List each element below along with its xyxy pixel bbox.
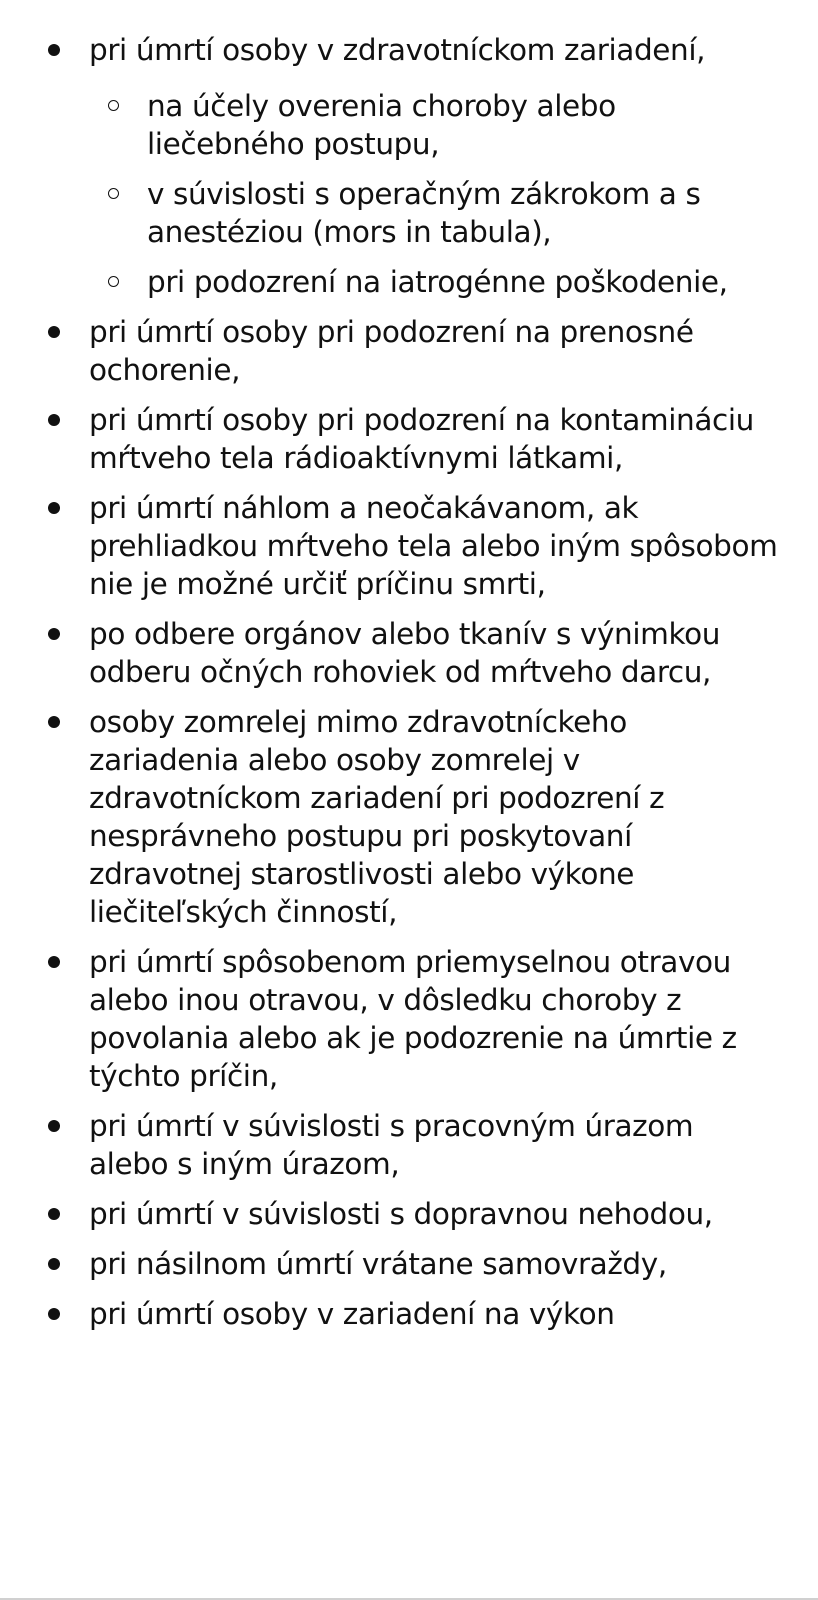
sub-list-item-text: v súvislosti s operačným zákrokom a s anestéziou (mors in tabula), bbox=[147, 177, 701, 249]
bullet-icon bbox=[48, 326, 60, 338]
list-item bbox=[0, 489, 818, 603]
list-item-text: pri úmrtí v súvislosti s dopravnou nehodou, bbox=[89, 1197, 713, 1231]
list-item-text: pri úmrtí osoby v zariadení na výkon bbox=[89, 1297, 615, 1331]
list-item-text: osoby zomrelej mimo zdravotníckeho zariadenia alebo osoby zomrelej v zdravotníckom zariadení pri podozrení z nesprávneho postupu pri poskytovaní zdravotnej starostlivosti alebo výkone liečiteľských činností, bbox=[89, 705, 665, 929]
list-item-text: pri úmrtí osoby v zdravotníckom zariadení, bbox=[89, 33, 706, 67]
hollow-bullet-icon bbox=[108, 100, 119, 111]
list-item bbox=[0, 943, 818, 1095]
list-item-text: pri úmrtí v súvislosti s pracovným úrazom alebo s iným úrazom, bbox=[89, 1109, 694, 1181]
list-item-text: pri úmrtí náhlom a neočakávanom, ak prehliadkou mŕtveho tela alebo iným spôsobom nie je možné určiť príčinu smrti, bbox=[89, 491, 778, 601]
sub-list-item bbox=[89, 87, 778, 163]
bullet-icon bbox=[48, 1258, 60, 1270]
list-item bbox=[0, 1107, 818, 1183]
sub-list-item-text: pri podozrení na iatrogénne poškodenie, bbox=[147, 265, 728, 299]
list-item bbox=[0, 1295, 818, 1333]
bullet-icon bbox=[48, 628, 60, 640]
bullet-icon bbox=[48, 1308, 60, 1320]
sub-list bbox=[89, 87, 778, 301]
list-item bbox=[0, 1245, 818, 1283]
sub-list-item bbox=[89, 175, 778, 251]
bullet-icon bbox=[48, 44, 60, 56]
hollow-bullet-icon bbox=[108, 276, 119, 287]
list-item bbox=[0, 31, 818, 301]
sub-list-item-text: na účely overenia choroby alebo liečebného postupu, bbox=[147, 89, 616, 161]
list-item bbox=[0, 615, 818, 691]
list-item-text: pri úmrtí osoby pri podozrení na prenosné ochorenie, bbox=[89, 315, 694, 387]
list-item bbox=[0, 1195, 818, 1233]
list-item bbox=[0, 313, 818, 389]
bullet-icon bbox=[48, 1120, 60, 1132]
list-item bbox=[0, 401, 818, 477]
bullet-icon bbox=[48, 502, 60, 514]
list-item-text: pri úmrtí spôsobenom priemyselnou otravou alebo inou otravou, v dôsledku choroby z povolania alebo ak je podozrenie na úmrtie z týchto príčin, bbox=[89, 945, 737, 1093]
list-item bbox=[0, 703, 818, 931]
bullet-icon bbox=[48, 1208, 60, 1220]
sub-list-item bbox=[89, 263, 778, 301]
bullet-icon bbox=[48, 956, 60, 968]
bullet-icon bbox=[48, 414, 60, 426]
bullet-icon bbox=[48, 716, 60, 728]
list-item-text: pri úmrtí osoby pri podozrení na kontamináciu mŕtveho tela rádioaktívnymi látkami, bbox=[89, 403, 754, 475]
list-item-text: pri násilnom úmrtí vrátane samovraždy, bbox=[89, 1247, 667, 1281]
list-item-text: po odbere orgánov alebo tkanív s výnimkou odberu očných rohoviek od mŕtveho darcu, bbox=[89, 617, 721, 689]
hollow-bullet-icon bbox=[108, 188, 119, 199]
